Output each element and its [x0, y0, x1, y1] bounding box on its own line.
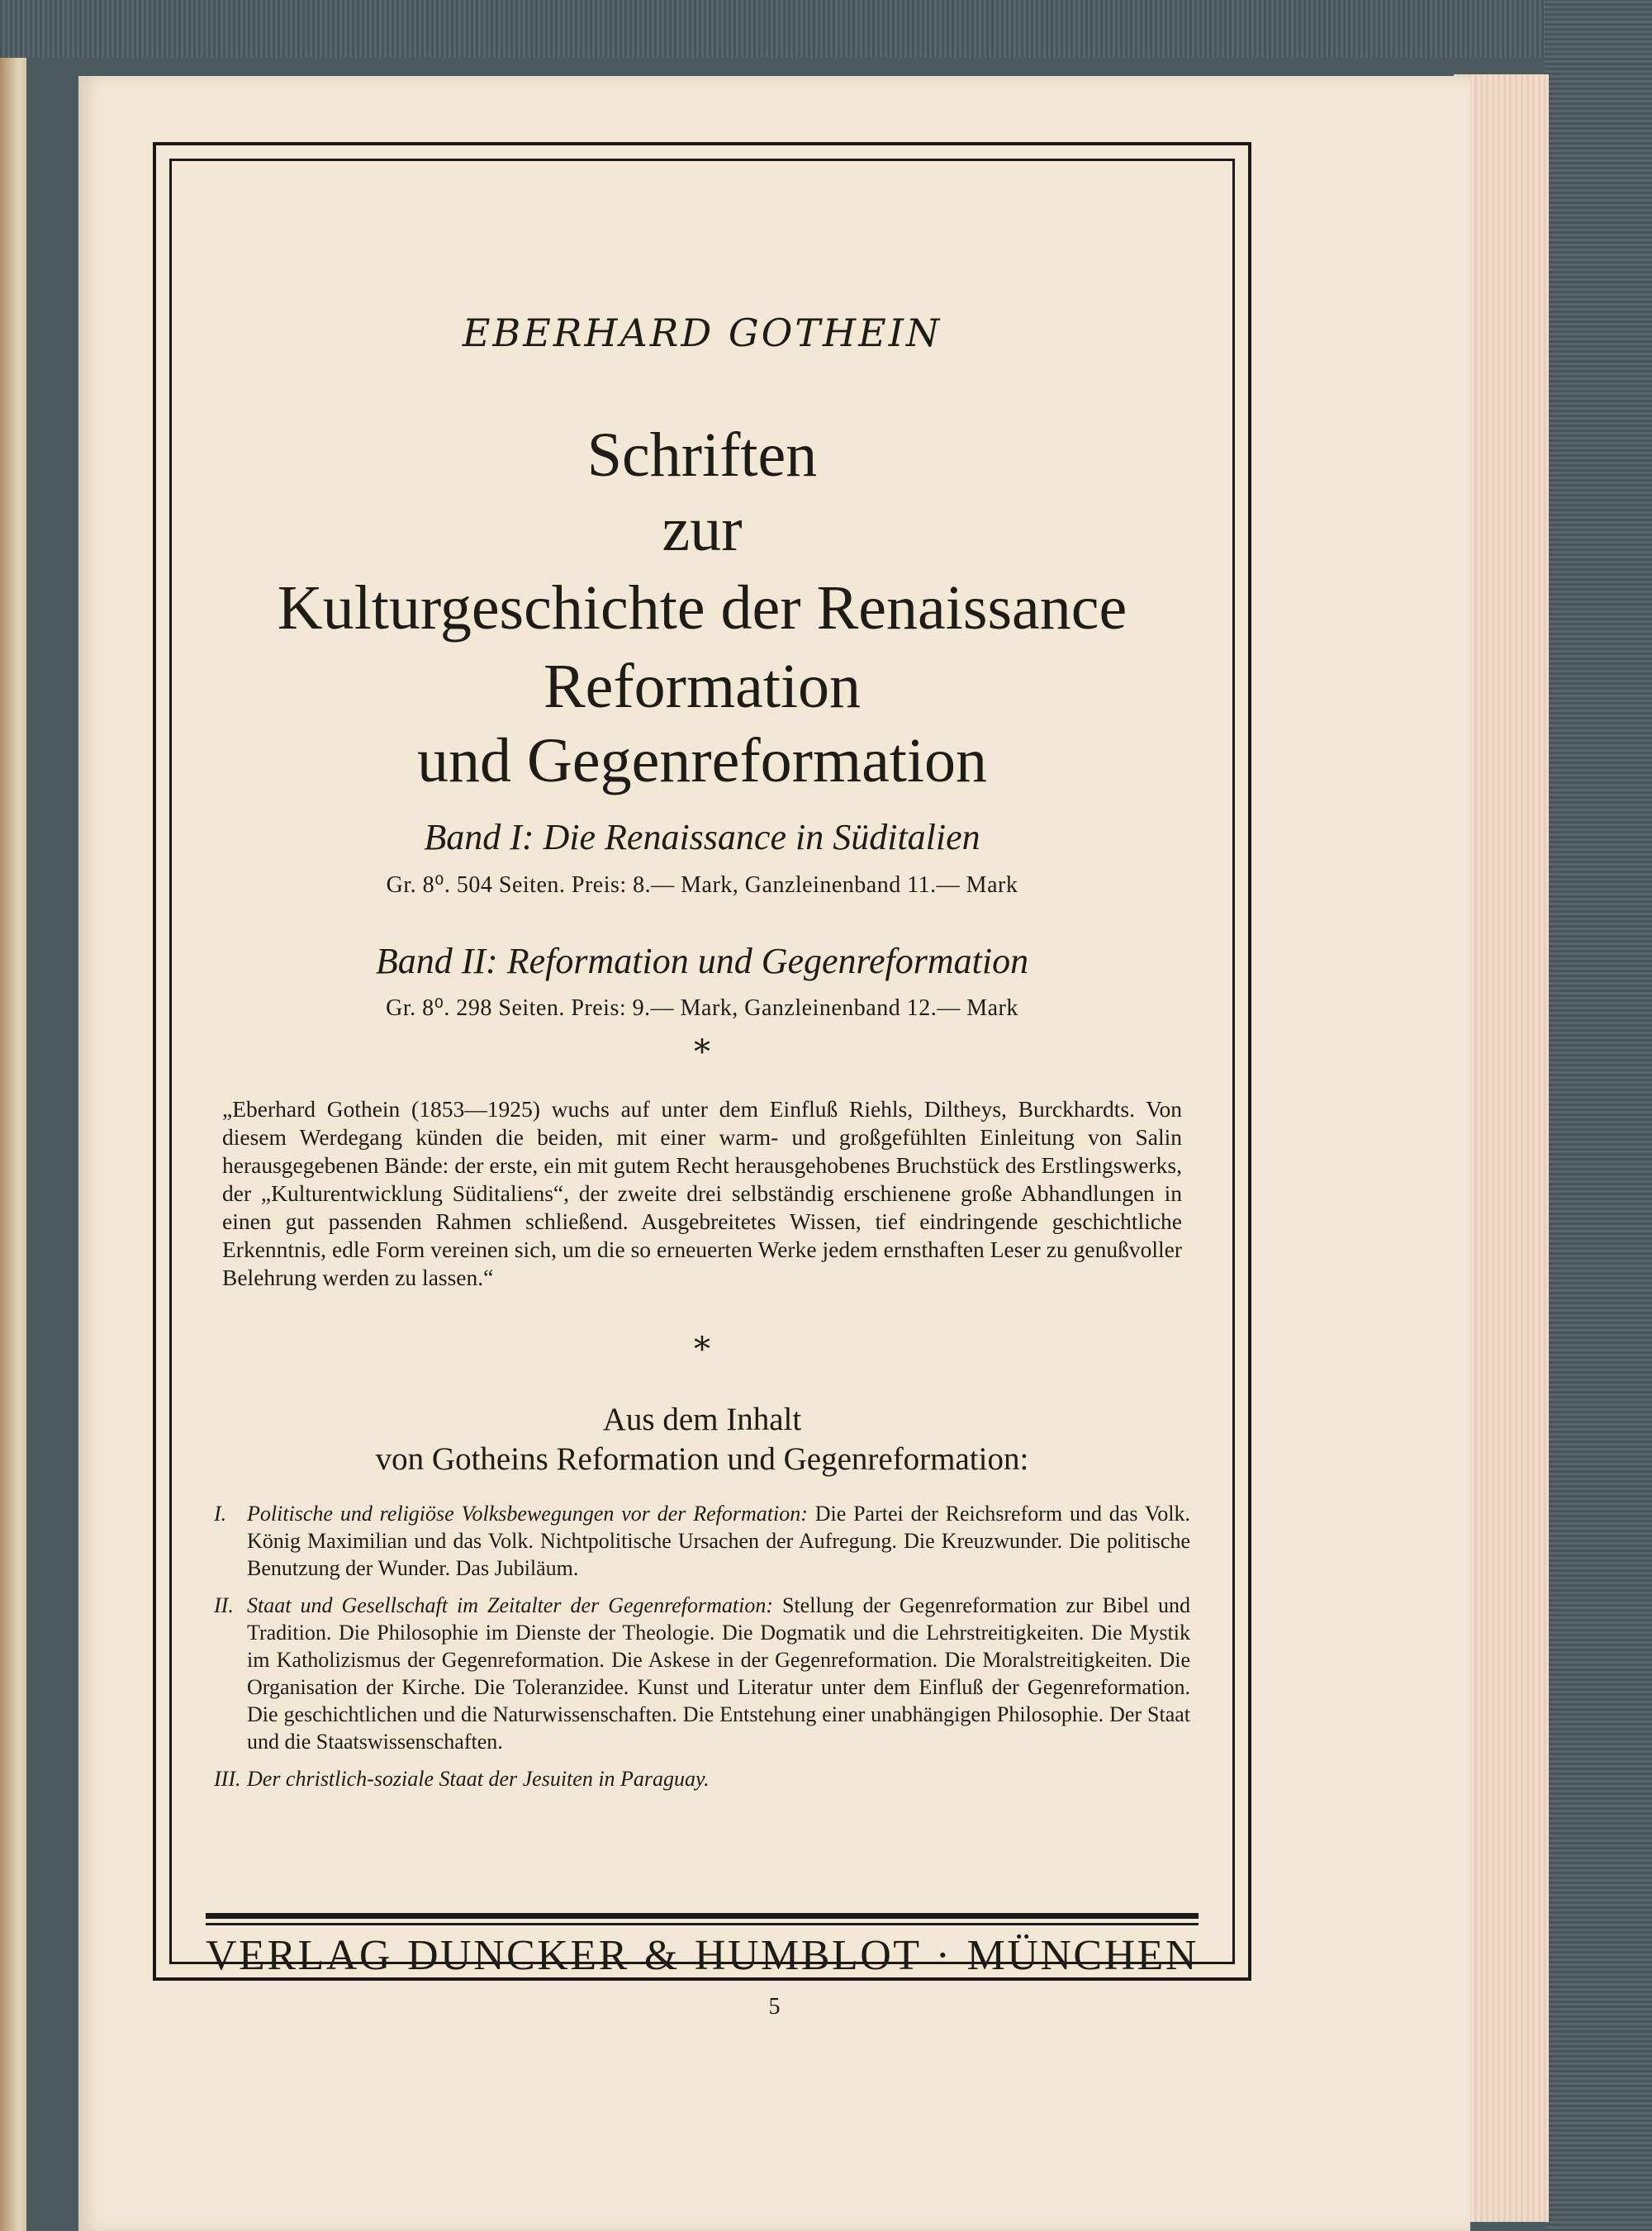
publisher-rule-thick — [206, 1913, 1199, 1919]
publisher-imprint: VERLAG DUNCKER & HUMBLOT · MÜNCHEN — [206, 1932, 1199, 1979]
title-line-2: zur — [662, 495, 743, 564]
book-cover-top — [0, 0, 1652, 58]
contents-heading: Aus dem Inhalt — [602, 1402, 802, 1437]
item-heading: Staat und Gesellschaft im Zeitalter der Gegenreformation: — [247, 1593, 773, 1617]
separator-asterisk: * — [694, 1331, 710, 1369]
item-number: II. — [214, 1593, 234, 1617]
volume-1-details: Gr. 8⁰. 504 Seiten. Preis: 8.— Mark, Ganzleinenband 11.— Mark — [386, 872, 1018, 898]
author-name: EBERHARD GOTHEIN — [462, 311, 942, 355]
page-number: 5 — [768, 1994, 781, 2020]
item-number: III. — [214, 1767, 241, 1791]
item-text: Die Partei der Reichsreform und das Volk. König Maximilian und das Volk. Nichtpolitische Ursachen der Aufregung. Die Kreuzwunder. Die politische Benutzung der Wunder. Das Jubiläum. — [247, 1502, 1190, 1580]
title-line-4: Reformation — [543, 652, 862, 721]
review-quote-text: „Eberhard Gothein (1853—1925) wuchs auf unter dem Einfluß Riehls, Diltheys, Burckhardts. Von diesem Werdegang künden die beiden, mit einer warm- und großgefühlten Einleitung von Salin herausgegebenen Bände: der erste, ein mit gutem Recht herausgehobenes Bruchstück des Erstlingswerks, der „Kulturentwicklung Süditaliens“, der zweite drei selbständig erschienene große Abhandlungen in einen gut passenden Rahmen schließend. Ausgebreitetes Wissen, tief eindringende geschichtliche Erkenntnis, edle Form vereinen sich, um die so erneuerten Werke jedem ernsthaften Leser zu genußvoller Belehrung werden zu lassen.“ — [222, 1096, 1182, 1290]
title-line-3: Kulturgeschichte der Renaissance — [277, 573, 1127, 643]
facing-page-edge — [0, 58, 26, 2231]
volume-2-details: Gr. 8⁰. 298 Seiten. Preis: 9.— Mark, Ganzleinenband 12.— Mark — [386, 995, 1018, 1021]
item-body — [247, 1500, 1190, 1582]
contents-subheading: von Gotheins Reformation und Gegenreformation: — [375, 1441, 1029, 1477]
item-body — [247, 1592, 1190, 1755]
advertisement-content — [156, 145, 1248, 1977]
review-quote — [222, 1095, 1182, 1292]
list-item — [214, 1592, 1190, 1755]
list-item — [214, 1765, 1190, 1792]
publisher-rule-thin — [206, 1923, 1199, 1925]
item-text: Stellung der Gegenreformation zur Bibel und Tradition. Die Philosophie im Dienste der Theologie. Die Dogmatik und die Lehrstreitigkeiten. Die Mystik im Katholizismus der Gegenreformation. Die Askese in der Gegenreformation. Die Moralstreitigkeiten. Die Organisation der Kirche. Die Toleranzidee. Kunst und Literatur unter dem Einfluß der Gegenreformation. Die geschichtlichen und die Naturwissenschaften. Die Entstehung einer unabhängigen Philosophie. Der Staat und die Staatswissenschaften. — [247, 1593, 1190, 1754]
item-heading: Politische und religiöse Volksbewegungen vor der Reformation: — [247, 1502, 808, 1526]
list-item — [214, 1500, 1190, 1582]
separator-asterisk: * — [694, 1033, 710, 1071]
title-line-5: und Gegenreformation — [416, 726, 988, 795]
book-cover-right — [1545, 0, 1652, 2231]
volume-1-title: Band I: Die Renaissance in Süditalien — [424, 817, 980, 857]
item-heading: Der christlich-soziale Staat der Jesuiten in Paraguay. — [247, 1767, 710, 1791]
item-body — [247, 1765, 1190, 1792]
volume-2-title: Band II: Reformation und Gegenreformation — [375, 941, 1029, 981]
advertisement-frame — [153, 142, 1251, 1981]
item-number: I. — [214, 1502, 227, 1526]
book-page — [78, 76, 1470, 2231]
title-line-1: Schriften — [586, 420, 818, 490]
contents-list — [214, 1500, 1190, 1802]
